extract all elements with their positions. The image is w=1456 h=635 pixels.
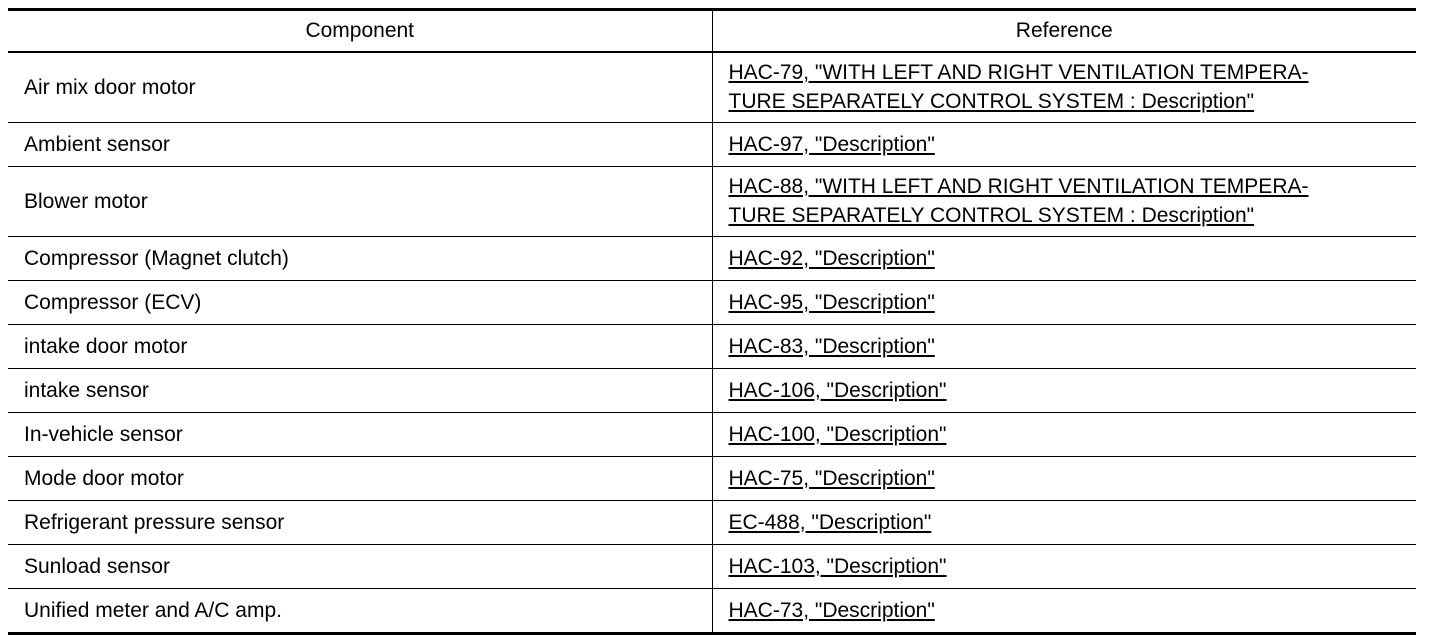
reference-cell <box>712 589 1416 634</box>
component-cell: Blower motor <box>8 167 712 237</box>
component-cell: intake door motor <box>8 325 712 369</box>
component-cell: In-vehicle sensor <box>8 413 712 457</box>
reference-cell <box>712 501 1416 545</box>
component-cell: Mode door motor <box>8 457 712 501</box>
table-row <box>8 123 1416 167</box>
table-row <box>8 237 1416 281</box>
reference-cell <box>712 281 1416 325</box>
table-row <box>8 501 1416 545</box>
reference-cell <box>712 545 1416 589</box>
component-cell: Compressor (Magnet clutch) <box>8 237 712 281</box>
component-cell: Compressor (ECV) <box>8 281 712 325</box>
reference-link[interactable]: HAC-73, "Description" <box>728 598 935 622</box>
reference-cell <box>712 52 1416 123</box>
reference-link[interactable]: HAC-103, "Description" <box>728 554 947 578</box>
reference-link[interactable]: HAC-95, "Description" <box>728 290 935 314</box>
component-cell: Refrigerant pressure sensor <box>8 501 712 545</box>
reference-cell <box>712 369 1416 413</box>
component-cell: Ambient sensor <box>8 123 712 167</box>
reference-cell <box>712 457 1416 501</box>
reference-cell <box>712 413 1416 457</box>
reference-cell <box>712 325 1416 369</box>
reference-cell <box>712 123 1416 167</box>
component-cell: Sunload sensor <box>8 545 712 589</box>
table-row <box>8 413 1416 457</box>
table-row <box>8 167 1416 237</box>
table-row <box>8 589 1416 634</box>
component-reference-table <box>8 8 1416 635</box>
reference-link[interactable]: TURE SEPARATELY CONTROL SYSTEM : Description" <box>728 204 1255 227</box>
reference-link[interactable]: HAC-83, "Description" <box>728 334 935 358</box>
reference-link[interactable]: EC-488, "Description" <box>728 510 932 534</box>
reference-link[interactable]: HAC-106, "Description" <box>728 378 947 402</box>
table-row <box>8 52 1416 123</box>
component-cell: intake sensor <box>8 369 712 413</box>
reference-link[interactable]: TURE SEPARATELY CONTROL SYSTEM : Description" <box>728 90 1255 113</box>
table-header-row <box>8 10 1416 53</box>
header-component: Component <box>8 10 712 53</box>
table-row <box>8 281 1416 325</box>
reference-link[interactable]: HAC-88, "WITH LEFT AND RIGHT VENTILATION TEMPERA- <box>728 175 1309 198</box>
reference-link[interactable]: HAC-92, "Description" <box>728 246 935 270</box>
table-row <box>8 545 1416 589</box>
header-reference: Reference <box>712 10 1416 53</box>
reference-link[interactable]: HAC-79, "WITH LEFT AND RIGHT VENTILATION TEMPERA- <box>728 61 1309 84</box>
reference-link[interactable]: HAC-75, "Description" <box>728 466 935 490</box>
reference-link[interactable]: HAC-100, "Description" <box>728 422 947 446</box>
component-cell: Unified meter and A/C amp. <box>8 589 712 634</box>
table-row <box>8 369 1416 413</box>
table-row <box>8 325 1416 369</box>
component-cell: Air mix door motor <box>24 75 196 99</box>
reference-cell <box>712 237 1416 281</box>
reference-link[interactable]: HAC-97, "Description" <box>728 132 935 156</box>
table-row <box>8 457 1416 501</box>
table-body <box>8 52 1416 634</box>
reference-cell <box>712 167 1416 237</box>
